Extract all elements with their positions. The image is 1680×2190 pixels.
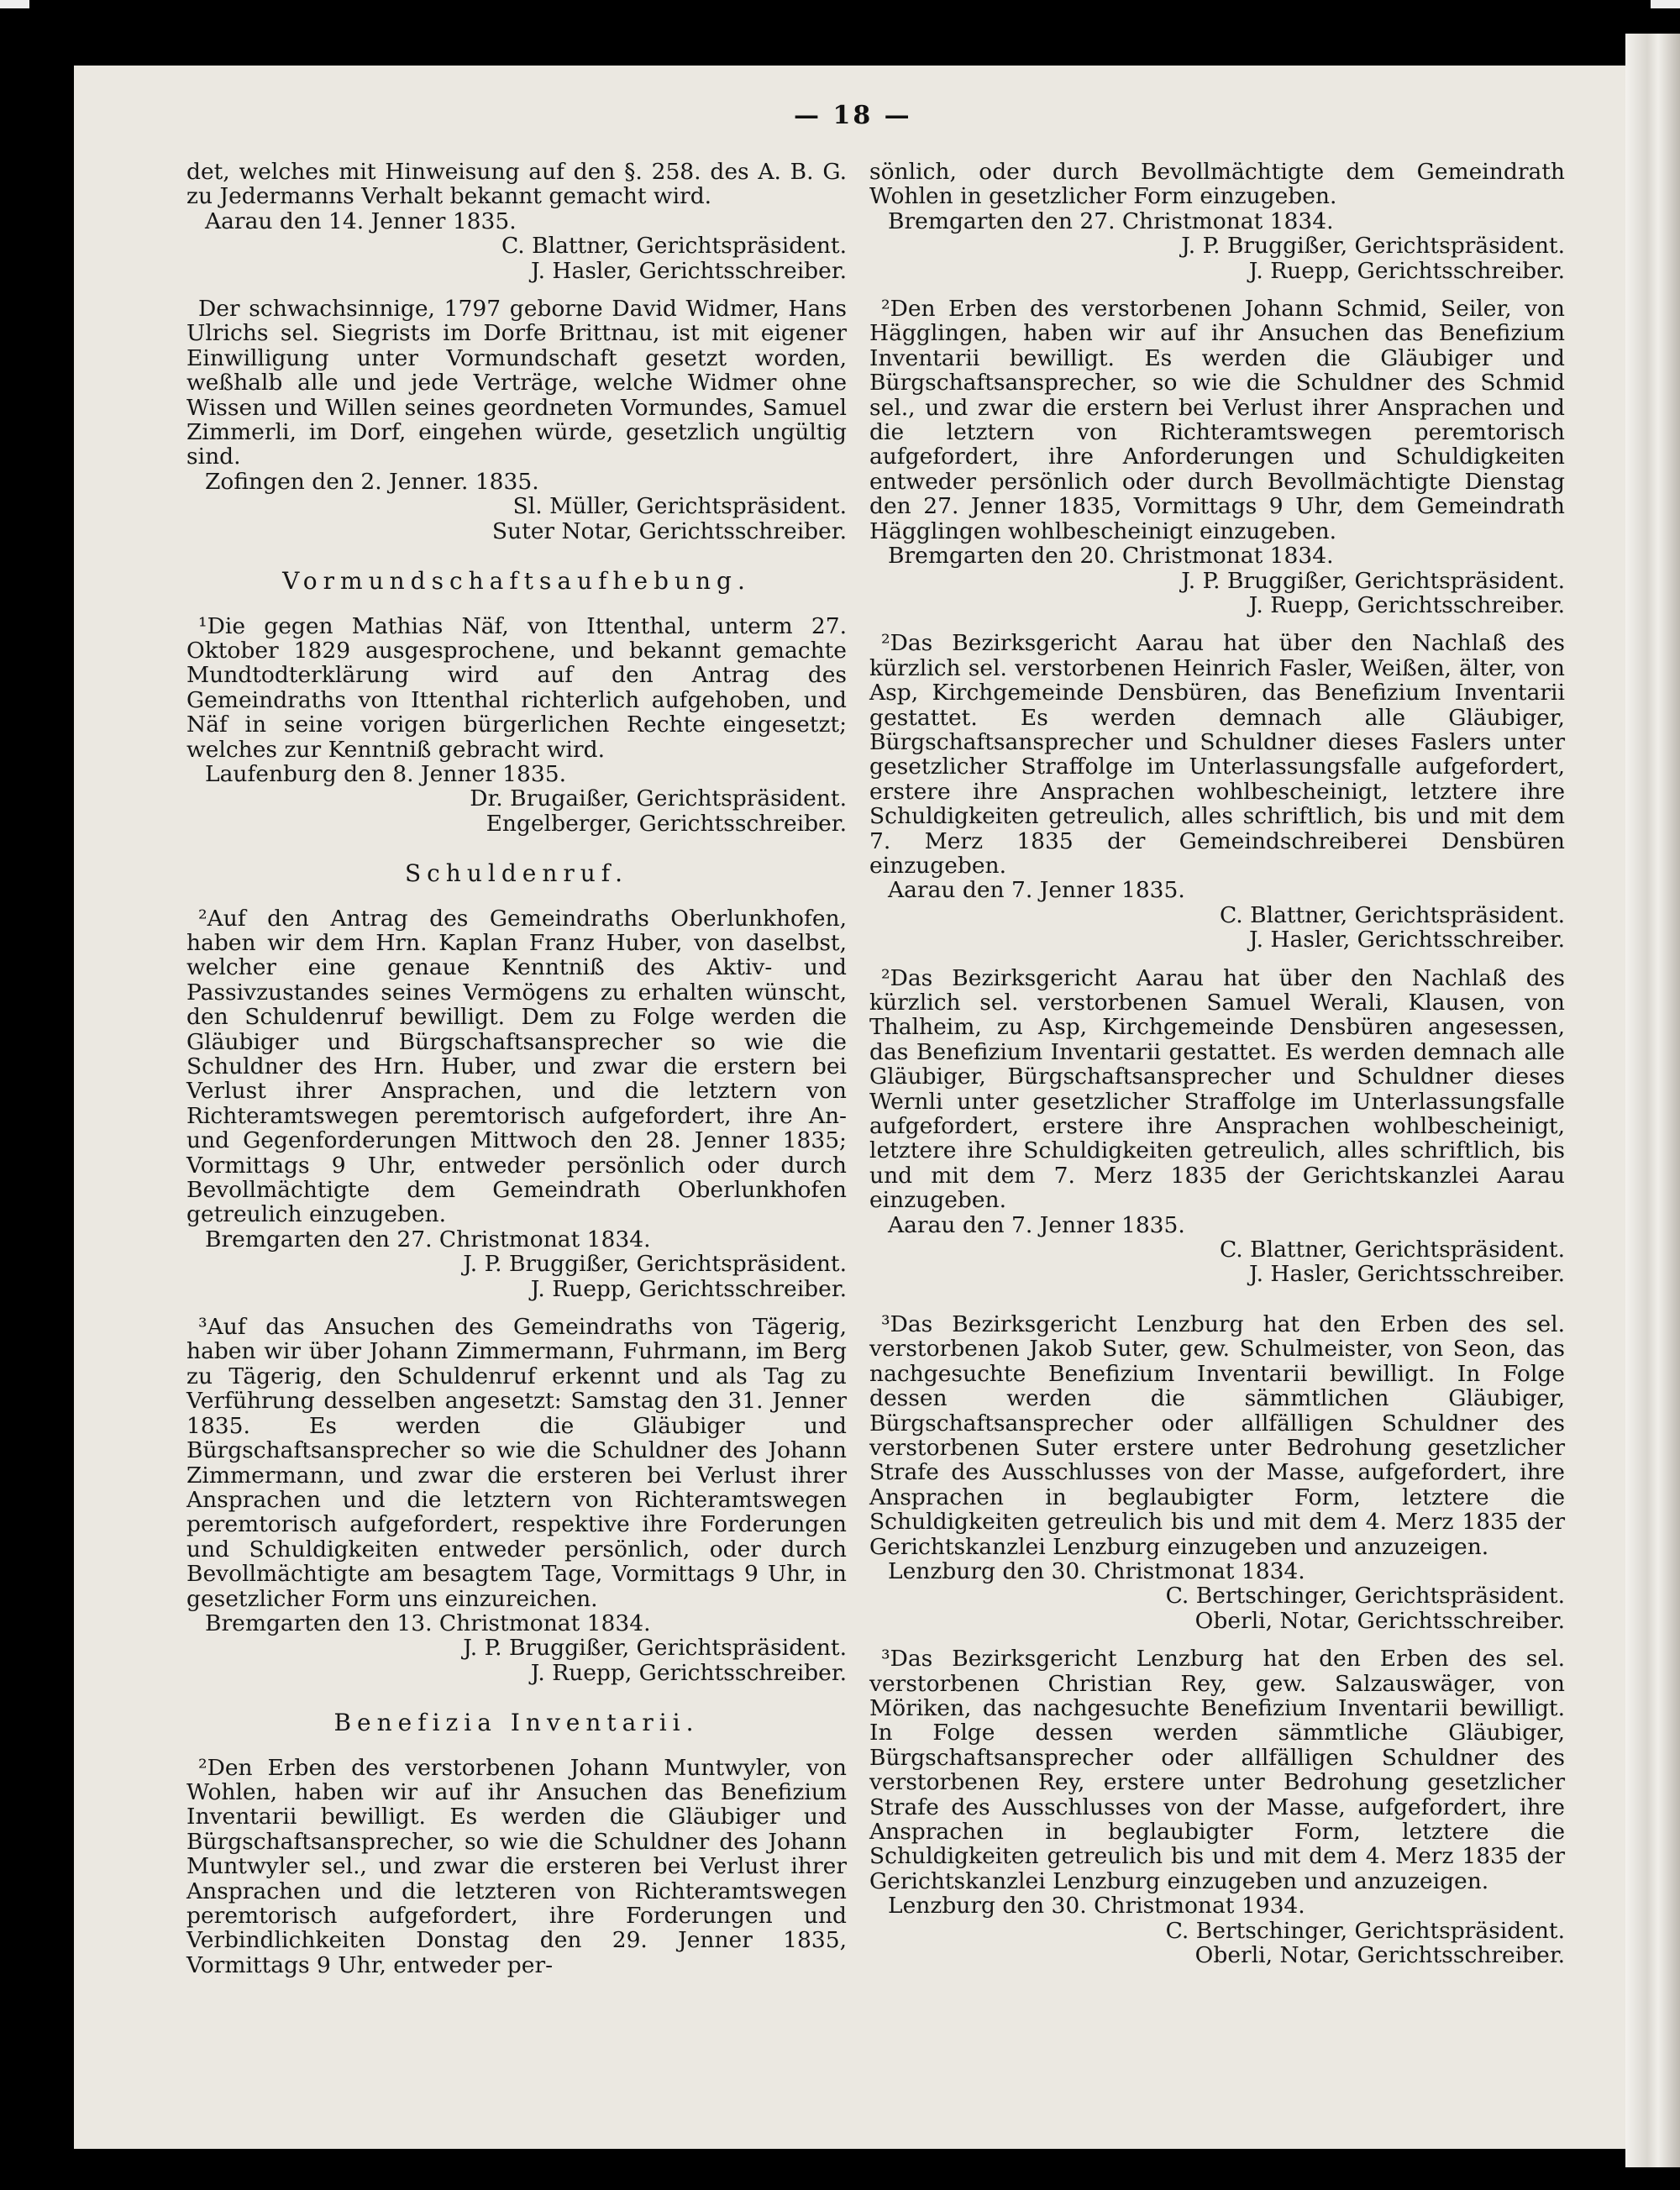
signature: J. P. Bruggißer, Gerichtspräsident. [463, 1635, 847, 1662]
place-date: Bremgarten den 27. Christmonat 1834. [888, 207, 1334, 234]
notice-paragraph: ¹Die gegen Mathias Näf, von Ittenthal, unterm 27. Oktober 1829 ausgesprochene, und bekannt gemachte Mundtodterklärung wird auf den Antrag des Gemeindraths von Ittenthal richterlich aufgehoben, und Näf in seine vorigen bürgerlichen Rechte eingesetzt; welches zur Kenntniß gebracht wird. [186, 612, 847, 763]
left-column [186, 160, 847, 1977]
notice-paragraph: ²Den Erben des verstorbenen Johann Schmid, Seiler, von Hägglingen, haben wir auf ihr Ansuchen das Benefizium Inventarii bewilligt. Es werden die Gläubiger und Bürgschaftsansprecher, so wie die Schuldner des Schmid sel., und zwar die erstern bei Verlust ihrer Ansprachen und die letztern von Richteramtswegen peremtorisch aufgefordert, ihre Anforderungen und Schuldigkeiten entweder persönlich oder durch Bevollmächtigte Dienstag den 27. Jenner 1835, Vormittags 9 Uhr, dem Gemeindrath Hägglingen wohlbescheinigt einzugeben. [869, 296, 1565, 544]
signature: J. P. Bruggißer, Gerichtspräsident. [463, 1251, 847, 1278]
notice-paragraph: ²Den Erben des verstorbenen Johann Muntwyler, von Wohlen, haben wir auf ihr Ansuchen das Benefizium Inventarii bewilligt. Es werden die Gläubiger und Bürgschaftsansprecher, so wie die Schuldner des Johann Muntwyler sel., und zwar die ersteren bei Verlust ihrer Ansprachen und die letzteren von Richteramtswegen peremtorisch aufgefordert, ihre Forderungen und Verbindlichkeiten Donstag den 29. Jenner 1835, Vormittags 9 Uhr, entweder per- [186, 1754, 847, 1978]
signature: Oberli, Notar, Gerichtsschreiber. [1194, 1607, 1565, 1634]
signature: C. Blattner, Gerichtspräsident. [1219, 901, 1565, 928]
signature: C. Bertschinger, Gerichtspräsident. [1165, 1917, 1565, 1944]
section-heading: Vormundschaftsaufhebung. [282, 567, 751, 596]
place-date: Zofingen den 2. Jenner. 1835. [205, 468, 539, 495]
signature: J. P. Bruggißer, Gerichtspräsident. [1181, 233, 1565, 260]
continued-text: sönlich, oder durch Bevollmächtigte dem Gemeindrath Wohlen in gesetzlicher Form einzugeben. [869, 159, 1565, 210]
signature: J. Ruepp, Gerichtsschreiber. [530, 1275, 847, 1302]
signature: J. Ruepp, Gerichtsschreiber. [530, 1659, 847, 1686]
notice-paragraph: Der schwachsinnige, 1797 geborne David Widmer, Hans Ulrichs sel. Siegrists im Dorfe Brittnau, ist mit eigener Einwilligung unter Vormundschaft gesetzt worden, weßhalb alle und jede Verträge, welche Widmer ohne Wissen und Willen seines geordneten Vormundes, Samuel Zimmerli, im Dorf, eingehen würde, gesetzlich ungültig sind. [186, 296, 847, 470]
signature: J. Ruepp, Gerichtsschreiber. [1248, 591, 1565, 618]
notice-paragraph: ²Das Bezirksgericht Aarau hat über den Nachlaß des kürzlich sel. verstorbenen Heinrich Fasler, Weißen, älter, von Asp, Kirchgemeinde Densbüren, das Benefizium Inventarii gestattet. Es werden demnach alle Gläubiger, Bürgschaftsansprecher und Schuldner dieses Faslers unter gesetzlicher Straffolge im Unterlassungsfalle aufgefordert, erstere ihre Ansprachen wohlbescheinigt, letztere ihre Schuldigkeiten getreulich, alles schriftlich, bis und mit dem 7. Merz 1835 der Gemeindschreiberei Densbüren einzugeben. [869, 630, 1565, 879]
page-edge [1625, 34, 1680, 2167]
place-date: Aarau den 7. Jenner 1835. [888, 877, 1185, 904]
page-number: — 18 — [794, 101, 912, 130]
signature: J. Hasler, Gerichtsschreiber. [531, 257, 847, 284]
signature: C. Bertschinger, Gerichtspräsident. [1165, 1583, 1565, 1610]
signature: Engelberger, Gerichtsschreiber. [486, 810, 847, 837]
right-column [869, 160, 1565, 1967]
signature: C. Blattner, Gerichtspräsident. [501, 233, 847, 260]
signature: Dr. Brugaißer, Gerichtspräsident. [470, 785, 847, 812]
scan-corner-left [0, 0, 29, 8]
notice-paragraph: ³Das Bezirksgericht Lenzburg hat den Erben des sel. verstorbenen Jakob Suter, gew. Schulmeister, von Seon, das nachgesuchte Benefizium Inventarii bewilligt. In Folge dessen werden die sämmtlichen Gläubiger, Bürgschaftsansprecher oder allfälligen Schuldner des verstorbenen Suter erstere unter Bedrohung gesetzlicher Strafe des Ausschlusses von der Masse, aufgefordert, ihre Ansprachen in beglaubigter Form, letztere die Schuldigkeiten getreulich bis und mit dem 4. Merz 1835 der Gerichtskanzlei Lenzburg einzugeben und anzuzeigen. [869, 1310, 1565, 1560]
signature: J. Hasler, Gerichtsschreiber. [1249, 927, 1565, 953]
signature: C. Blattner, Gerichtspräsident. [1219, 1237, 1565, 1263]
place-date: Lenzburg den 30. Christmonat 1934. [888, 1893, 1305, 1920]
place-date: Aarau den 7. Jenner 1835. [888, 1211, 1185, 1238]
signature: J. Hasler, Gerichtsschreiber. [1249, 1261, 1565, 1288]
notice-paragraph: ³Das Bezirksgericht Lenzburg hat den Erben des sel. verstorbenen Christian Rey, gew. Salzauswäger, von Möriken, das nachgesuchte Benefizium Inventarii bewilligt. In Folge dessen werden sämmtliche Gläubiger, Bürgschaftsansprecher oder allfälligen Schuldner des verstorbenen Rey, erstere unter Bedrohung gesetzlicher Strafe des Ausschlusses von der Masse, aufgefordert, ihre Ansprachen in beglaubigter Form, letztere die Schuldigkeiten getreulich bis und mit dem 4. Merz 1835 der Gerichtskanzlei Lenzburg einzugeben und anzuzeigen. [869, 1646, 1565, 1894]
signature: Oberli, Notar, Gerichtsschreiber. [1194, 1942, 1565, 1969]
place-date: Lenzburg den 30. Christmonat 1834. [888, 1557, 1305, 1584]
place-date: Bremgarten den 13. Christmonat 1834. [205, 1610, 651, 1636]
signature: J. Ruepp, Gerichtsschreiber. [1248, 257, 1565, 284]
section-heading: Benefizia Inventarii. [333, 1709, 700, 1737]
place-date: Laufenburg den 8. Jenner 1835. [205, 760, 567, 787]
place-date: Bremgarten den 20. Christmonat 1834. [888, 543, 1334, 570]
signature: Suter Notar, Gerichtsschreiber. [491, 517, 847, 544]
notice-paragraph: ³Auf das Ansuchen des Gemeindraths von Tägerig, haben wir über Johann Zimmermann, Fuhrmann, im Berg zu Tägerig, den Schuldenruf erkennt und als Tag zu Verführung desselben angesetzt: Samstag den 31. Jenner 1835. Es werden die Gläubiger und Bürgschaftsansprecher so wie die Schuldner des Johann Zimmermann, und zwar die ersteren bei Verlust ihrer Ansprachen und die letztern von Richteramtswegen peremtorisch aufgefordert, respektive ihre Forderungen und Schuldigkeiten entweder persönlich, oder durch Bevollmächtigte am besagtem Tage, Vormittags 9 Uhr, in gesetzlicher Form uns einzureichen. [186, 1314, 847, 1612]
section-heading: Schuldenruf. [404, 859, 629, 888]
scan-corner-right [1651, 0, 1680, 8]
signature: J. P. Bruggißer, Gerichtspräsident. [1181, 567, 1565, 594]
continued-text: det, welches mit Hinweisung auf den §. 258. des A. B. G. zu Jedermanns Verhalt bekannt gemacht wird. [186, 159, 847, 210]
signature: Sl. Müller, Gerichtspräsident. [512, 493, 847, 520]
place-date: Bremgarten den 27. Christmonat 1834. [205, 1226, 651, 1253]
place-date: Aarau den 14. Jenner 1835. [205, 207, 517, 234]
notice-paragraph: ²Das Bezirksgericht Aarau hat über den Nachlaß des kürzlich sel. verstorbenen Samuel Werali, Klausen, von Thalheim, zu Asp, Kirchgemeinde Densbüren angesessen, das Benefizium Inventarii gestattet. Es werden demnach alle Gläubiger, Bürgschaftsansprecher und Schuldner dieses Wernli unter gesetzlicher Straffolge im Unterlassungsfalle aufgefordert, erstere ihre Ansprachen wohlbescheinigt, letztere ihre Schuldigkeiten getreulich, alles schriftlich, bis und mit dem 7. Merz 1835 der Gerichtskanzlei Aarau einzugeben. [869, 964, 1565, 1214]
notice-paragraph: ²Auf den Antrag des Gemeindraths Oberlunkhofen, haben wir dem Hrn. Kaplan Franz Huber, von daselbst, welcher eine genaue Kenntniß des Aktiv- und Passivzustandes seines Vermögens zu erhalten wünscht, den Schuldenruf bewilligt. Dem zu Folge werden die Gläubiger und Bürgschaftsansprecher so wie die Schuldner des Hrn. Huber, und zwar die erstern bei Verlust ihrer Ansprachen, und die letztern von Richteramtswegen peremtorisch aufgefordert, ihre An- und Gegenforderungen Mittwoch den 28. Jenner 1835; Vormittags 9 Uhr, entweder persönlich oder durch Bevollmächtigte dem Gemeindrath Oberlunkhofen getreulich einzugeben. [186, 905, 847, 1228]
